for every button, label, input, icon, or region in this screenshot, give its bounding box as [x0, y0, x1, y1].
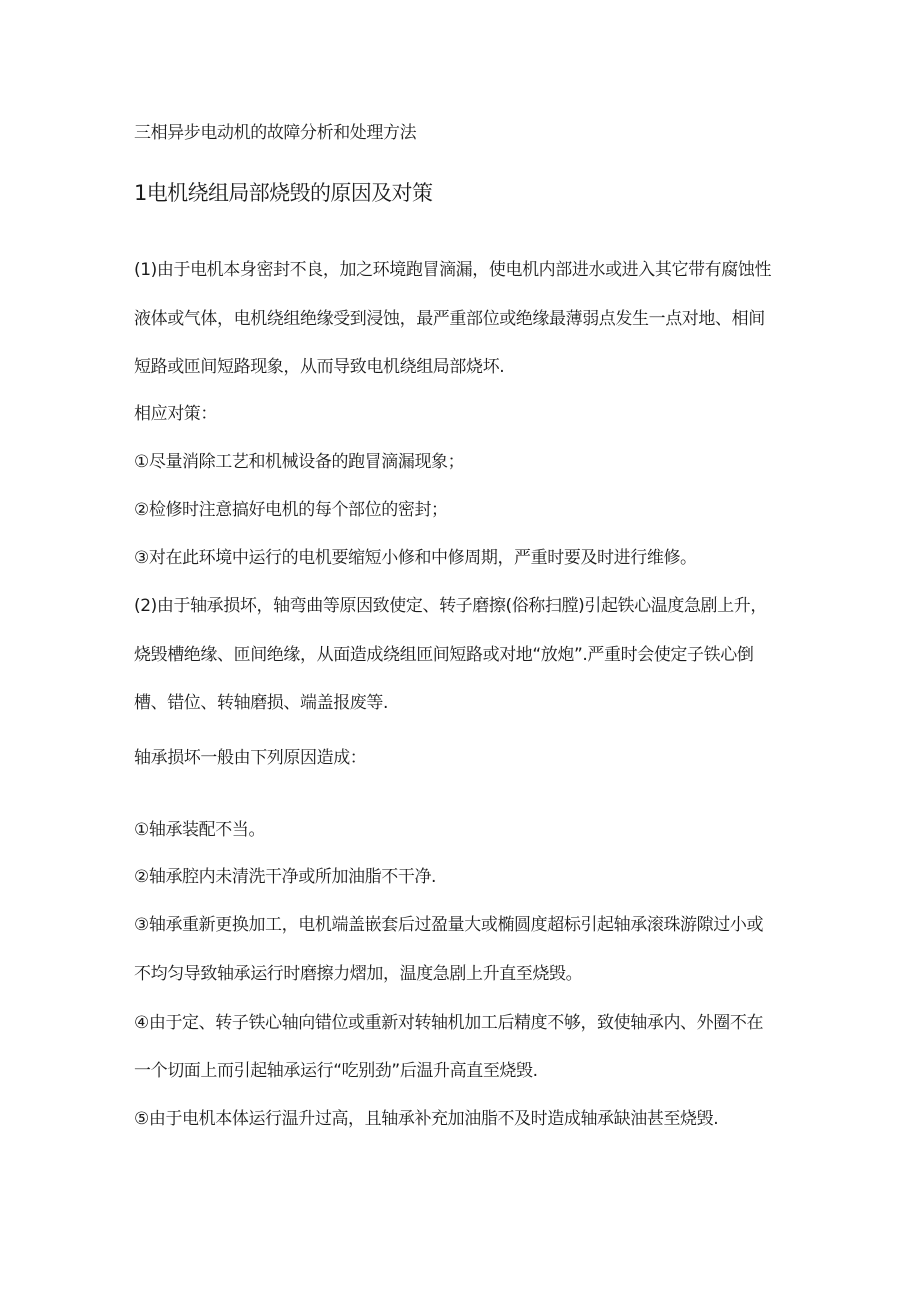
- paragraph-line: 相应对策：: [134, 404, 217, 424]
- paragraph-line: (1)由于电机本身密封不良，加之环境跑冒滴漏，使电机内部进水或进入其它带有腐蚀性: [134, 260, 772, 280]
- paragraph-line: 液体或气体，电机绕组绝缘受到浸蚀，最严重部位或绝缘最薄弱点发生一点对地、相间: [134, 309, 765, 329]
- list-item: ②轴承腔内未清洗干净或所加油脂不干净.: [134, 867, 437, 887]
- list-item: ②检修时注意搞好电机的每个部位的密封；: [134, 500, 448, 520]
- paragraph-line: 一个切面上而引起轴承运行“吃别劲”后温升高直至烧毁.: [134, 1061, 538, 1081]
- list-item: ①尽量消除工艺和机械设备的跑冒滴漏现象；: [134, 452, 465, 472]
- paragraph-line: (2)由于轴承损坏，轴弯曲等原因致使定、转子磨擦(俗称扫膛)引起铁心温度急剧上升，: [134, 596, 767, 616]
- paragraph-line: 轴承损坏一般由下列原因造成：: [134, 748, 367, 768]
- document-title: 三相异步电动机的故障分析和处理方法: [134, 123, 417, 143]
- list-item: ④由于定、转子铁心轴向错位或重新对转轴机加工后精度不够，致使轴承内、外圈不在: [134, 1013, 764, 1033]
- list-item: ⑤由于电机本体运行温升过高，且轴承补充加油脂不及时造成轴承缺油甚至烧毁.: [134, 1109, 719, 1129]
- list-item: ③对在此环境中运行的电机要缩短小修和中修周期，严重时要及时进行维修。: [134, 548, 697, 568]
- paragraph-line: 不均匀导致轴承运行时磨擦力熠加，温度急剧上升直至烧毁。: [134, 964, 583, 984]
- paragraph-line: 槽、错位、转轴磨损、端盖报废等.: [134, 693, 389, 713]
- section-heading: 1电机绕组局部烧毁的原因及对策: [134, 181, 433, 205]
- paragraph-line: 短路或匝间短路现象，从而导致电机绕组局部烧坏.: [134, 357, 505, 377]
- list-item: ③轴承重新更换加工，电机端盖嵌套后过盈量大或椭圆度超标引起轴承滚珠游隙过小或: [134, 915, 764, 935]
- list-item: ①轴承装配不当。: [134, 820, 266, 840]
- paragraph-line: 烧毁槽绝缘、匝间绝缘，从面造成绕组匝间短路或对地“放炮”.严重时会使定子铁心倒: [134, 645, 754, 665]
